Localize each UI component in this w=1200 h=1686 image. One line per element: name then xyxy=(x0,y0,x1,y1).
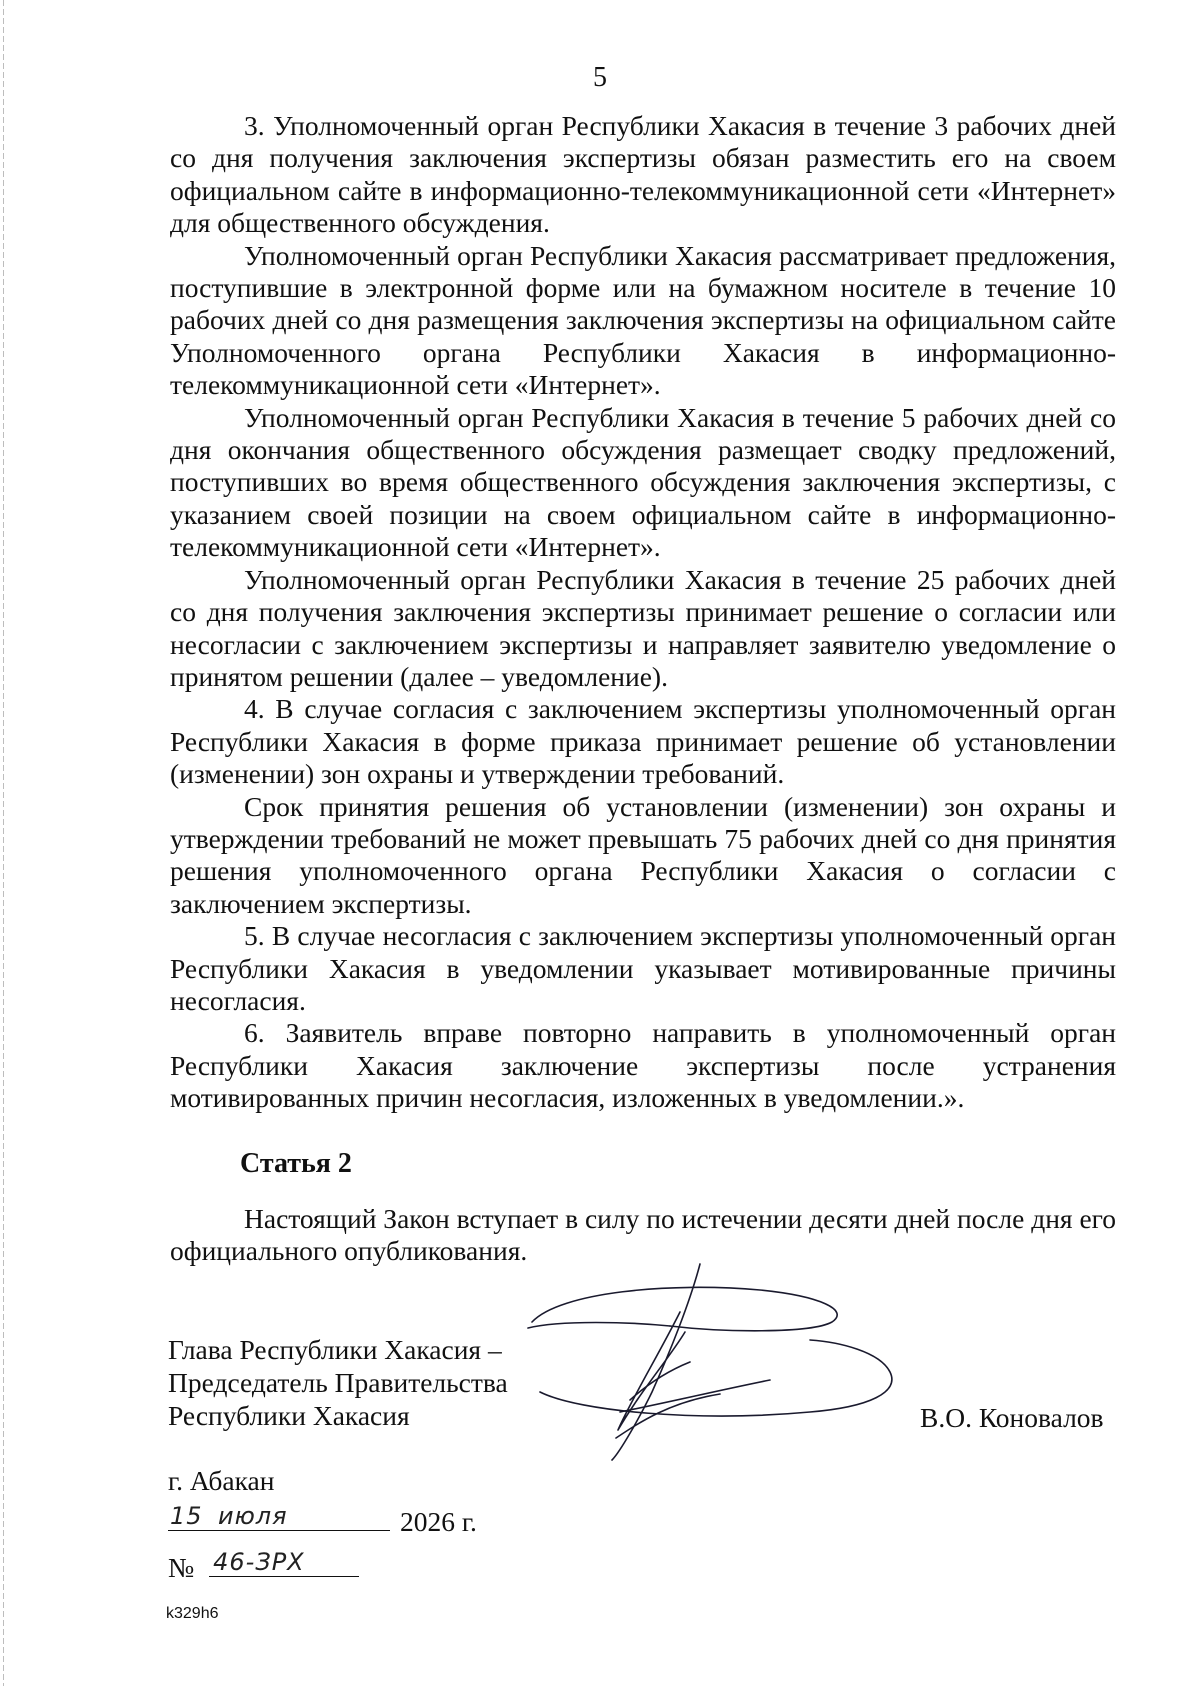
paragraph: Уполномоченный орган Республики Хакасия в течение 25 рабочих дней со дня получения заключения экспертизы принимает решение о согласии или несогласии с заключением экспертизы и направляет заявителю уведомление о принятом решении (далее – уведомление). xyxy=(170,563,1116,692)
number-line xyxy=(168,1546,359,1584)
date-day: 15 xyxy=(170,1502,203,1530)
date-line xyxy=(168,1500,477,1538)
signer-title-line: Республики Хакасия xyxy=(168,1400,410,1431)
paragraph: 5. В случае несогласия с заключением экспертизы уполномоченный орган Республики Хакасия в уведомлении указывает мотивированные причины несогласия. xyxy=(170,920,1116,1016)
number-value: 46-ЗРХ xyxy=(213,1548,305,1576)
doc-code: k329h6 xyxy=(166,1605,219,1622)
number-field xyxy=(209,1546,359,1577)
handwritten-signature xyxy=(520,1262,920,1462)
date-field xyxy=(168,1500,390,1531)
article-heading: Статья 2 xyxy=(240,1148,352,1179)
body-text xyxy=(170,110,1116,1115)
paragraph: Уполномоченный орган Республики Хакасия рассматривает предложения, поступившие в электронной форме или на бумажном носителе в течение 10 рабочих дней со дня размещения заключения экспертизы на официальном сайте Уполномоченного органа Республики Хакасия в информационно-телекоммуникационной сети «Интернет». xyxy=(170,239,1116,401)
signer-title-line: Глава Республики Хакасия – xyxy=(168,1334,502,1365)
scan-edge-line xyxy=(3,0,4,1686)
signer-title xyxy=(168,1333,508,1432)
page-number: 5 xyxy=(593,62,607,93)
place: г. Абакан xyxy=(168,1465,275,1496)
date-month: июля xyxy=(218,1502,288,1530)
number-prefix: № xyxy=(168,1552,195,1583)
paragraph: Срок принятия решения об установлении (изменении) зон охраны и утверждении требований не может превышать 75 рабочих дней со дня принятия решения уполномоченного органа Республики Хакасия о согласии с заключением экспертизы. xyxy=(170,790,1116,919)
closing-text xyxy=(170,1203,1116,1268)
signer-title-line: Председатель Правительства xyxy=(168,1367,508,1398)
paragraph: 3. Уполномоченный орган Республики Хакасия в течение 3 рабочих дней со дня получения заключения экспертизы обязан разместить его на своем официальном сайте в информационно-телекоммуникационной сети «Интернет» для общественного обсуждения. xyxy=(170,110,1116,239)
paragraph: 6. Заявитель вправе повторно направить в уполномоченный орган Республики Хакасия заключение экспертизы после устранения мотивированных причин несогласия, изложенных в уведомлении.». xyxy=(170,1017,1116,1114)
signer-name: В.О. Коновалов xyxy=(920,1402,1104,1433)
paragraph: 4. В случае согласия с заключением экспертизы уполномоченный орган Республики Хакасия в форме приказа принимает решение об установлении (изменении) зон охраны и утверждении требований. xyxy=(170,693,1116,790)
date-year: 2026 г. xyxy=(400,1506,477,1537)
closing-paragraph: Настоящий Закон вступает в силу по истечении десяти дней после дня его официального опубликования. xyxy=(170,1203,1116,1267)
paragraph: Уполномоченный орган Республики Хакасия в течение 5 рабочих дней со дня окончания общественного обсуждения размещает сводку предложений, поступивших во время общественного обсуждения заключения экспертизы, с указанием своей позиции на своем официальном сайте в информационно-телекоммуникационной сети «Интернет». xyxy=(170,401,1116,563)
